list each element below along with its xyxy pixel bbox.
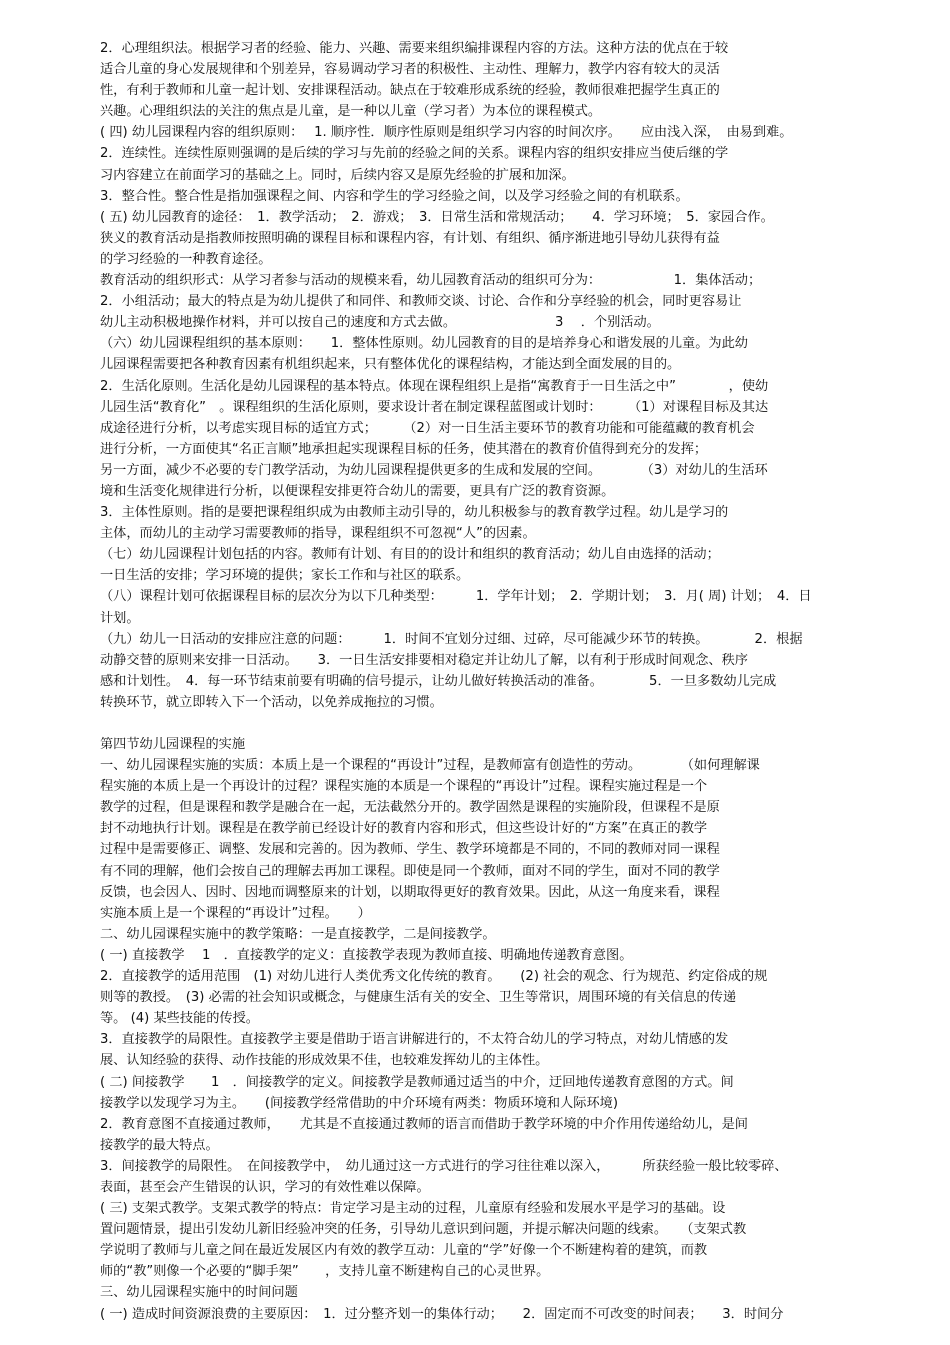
text-line: 置问题情景，提出引发幼儿新旧经验冲突的任务，引导幼儿意识到问题，并提示解决问题的线索。 （支架式教 [100, 1222, 747, 1238]
text-line: 3．主体性原则。指的是要把课程组织成为由教师主动引导的，幼儿积极参与的教育教学过程。幼儿是学习的 [100, 505, 729, 521]
text-line: ( 五) 幼儿园教育的途径： 1．教学活动； 2．游戏； 3．日常生活和常规活动； 4．学习环境； 5．家园合作。 [100, 209, 774, 225]
text-line: 反馈，也会因人、因时、因地而调整原来的计划，以期取得更好的教育效果。因此，从这一角度来看，课程 [100, 884, 720, 900]
text-line: 3．整合性。整合性是指加强课程之间、内容和学生的学习经验之间，以及学习经验之间的有机联系。 [100, 188, 689, 204]
text-line: 封不动地执行计划。课程是在教学前已经设计好的教育内容和形式，但这些设计好的“方案”在真正的教学 [100, 821, 708, 837]
text-line: 程实施的本质上是一个再设计的过程？课程实施的本质是一个课程的“再设计”过程。课程实施过程是一个 [100, 779, 708, 795]
text-line: 的学习经验的一种教育途径。 [100, 251, 272, 267]
text-line: 3．间接教学的局限性。 在间接教学中， 幼儿通过这一方式进行的学习往往难以深入， 所获经验一般比较零碎、 [100, 1158, 788, 1174]
text-line: ( 三) 支架式教学。支架式教学的特点：肯定学习是主动的过程，儿童原有经验和发展水平是学习的基础。设 [100, 1201, 726, 1217]
text-line: ( 一) 造成时间资源浪费的主要原因： 1．过分整齐划一的集体行动； 2．固定而不可改变的时间表； 3．时间分 [100, 1306, 784, 1322]
text-line: 感和计划性。 4．每一环节结束前要有明确的信号提示，让幼儿做好转换活动的准备。 5．一旦多数幼儿完成 [100, 673, 777, 689]
text-line: （八）课程计划可依据课程目标的层次分为以下几种类型： 1．学年计划； 2．学期计划； 3．月( 周) 计划； 4．日 [100, 589, 812, 605]
text-line: 兴趣。心理组织法的关注的焦点是儿童，是一种以儿童（学习者）为本位的课程模式。 [100, 104, 602, 120]
text-line: 2．生活化原则。生活化是幼儿园课程的基本特点。体现在课程组织上是指“寓教育于一日生活之中” ，使幼 [100, 378, 769, 394]
text-line: 2．教育意图不直接通过教师， 尤其是不直接通过教师的语言而借助于教学环境的中介作用传递给幼儿，是间 [100, 1116, 748, 1132]
blank-line [100, 713, 900, 734]
text-line: ( 一) 直接教学 1 ．直接教学的定义：直接教学表现为教师直接、明确地传递教育意图。 [100, 947, 633, 963]
text-line: 有不同的理解，他们会按自己的理解去再加工课程。即使是同一个教师，面对不同的学生，面对不同的教学 [100, 863, 720, 879]
text-line: 主体，而幼儿的主动学习需要教师的指导，课程组织不可忽视“人”的因素。 [100, 526, 536, 542]
document-page [100, 38, 900, 1325]
text-line: ( 二) 间接教学 1 ．间接教学的定义。间接教学是教师通过适当的中介，迂回地传递教育意图的方式。间 [100, 1074, 734, 1090]
text-line: 接教学的最大特点。 [100, 1137, 219, 1153]
text-line: 一日生活的安排；学习环境的提供；家长工作和与社区的联系。 [100, 568, 470, 584]
text-line: 则等的教授。 (3) 必需的社会知识或概念，与健康生活有关的安全、卫生等常识，周围环境的有关信息的传递 [100, 990, 737, 1006]
text-line: 适合儿童的身心发展规律和个别差异，容易调动学习者的积极性、主动性、理解力，教学内容有较大的灵活 [100, 62, 720, 78]
text-line: 2．连续性。连续性原则强调的是后续的学习与先前的经验之间的关系。课程内容的组织安排应当使后继的学 [100, 146, 729, 162]
text-line: 进行分析，一方面使其“名正言顺”地承担起实现课程目标的任务，使其潜在的教育价值得到充分的发挥； [100, 441, 708, 457]
text-line: 成途径进行分析，以考虑实现目标的适宜方式； （2）对一日生活主要环节的教育功能和可能蕴藏的教育机会 [100, 420, 755, 436]
text-line: 三、幼儿园课程实施中的时间问题 [100, 1285, 298, 1301]
text-line: 等。 (4) 某些技能的传授。 [100, 1011, 259, 1027]
text-line: 儿园课程需要把各种教育因素有机组织起来，只有整体优化的课程结构，才能达到全面发展的目的。 [100, 357, 681, 373]
text-line: 习内容建立在前面学习的基础之上。同时，后续内容又是原先经验的扩展和加深。 [100, 167, 575, 183]
text-line: （七）幼儿园课程计划包括的内容。教师有计划、有目的的设计和组织的教育活动；幼儿自由选择的活动； [100, 547, 720, 563]
text-line: 2．直接教学的适用范围 (1) 对幼儿进行人类优秀文化传统的教育。 (2) 社会的观念、行为规范、约定俗成的规 [100, 969, 768, 985]
text-line: 第四节幼儿园课程的实施 [100, 737, 246, 752]
text-line: 教育活动的组织形式：从学习者参与活动的规模来看，幼儿园教育活动的组织可分为： 1．集体活动； [100, 273, 762, 289]
text-line: 计划。 [100, 610, 140, 626]
text-line: 2．小组活动；最大的特点是为幼儿提供了和同伴、和教师交谈、讨论、合作和分享经验的机会，同时更容易让 [100, 294, 742, 310]
text-line: 一、幼儿园课程实施的实质：本质上是一个课程的“再设计”过程，是教师富有创造性的劳动。 （如何理解课 [100, 758, 760, 774]
text-line: 境和生活变化规律进行分析，以便课程安排更符合幼儿的需要，更具有广泛的教育资源。 [100, 483, 615, 499]
text-line: 3．直接教学的局限性。直接教学主要是借助于语言讲解进行的，不太符合幼儿的学习特点，对幼儿情感的发 [100, 1032, 729, 1048]
text-line: 二、幼儿园课程实施中的教学策略：一是直接教学，二是间接教学。 [100, 926, 496, 942]
text-line: 儿园生活“教育化” 。课程组织的生活化原则，要求设计者在制定课程蓝图或计划时： （1）对课程目标及其达 [100, 399, 769, 415]
text-line: 狭义的教育活动是指教师按照明确的课程目标和课程内容，有计划、有组织、循序渐进地引导幼儿获得有益 [100, 230, 720, 246]
text-line: 接教学以发现学习为主。 (间接教学经常借助的中介环境有两类：物质环境和人际环境) [100, 1095, 618, 1111]
text-line: 学说明了教师与儿童之间在最近发展区内有效的教学互动：儿童的“学”好像一个不断建构着的建筑，而教 [100, 1243, 708, 1259]
text-line: 另一方面，减少不必要的专门教学活动，为幼儿园课程提供更多的生成和发展的空间。 （3）对幼儿的生活环 [100, 462, 768, 478]
text-line: 表面，甚至会产生错误的认识，学习的有效性难以保障。 [100, 1179, 430, 1195]
text-line: 实施本质上是一个课程的“再设计”过程。 ） [100, 905, 371, 921]
text-line: 过程中是需要修正、调整、发展和完善的。因为教师、学生、教学环境都是不同的，不同的教师对同一课程 [100, 842, 720, 858]
text-line: 教学的过程，但是课程和教学是融合在一起，无法截然分开的。教学固然是课程的实施阶段，但课程不是原 [100, 800, 720, 816]
text-line: 幼儿主动积极地操作材料，并可以按自己的速度和方式去做。 3 ．个别活动。 [100, 315, 660, 331]
text-line: 性，有利于教师和儿童一起计划、安排课程活动。缺点在于较难形成系统的经验，教师很难把握学生真正的 [100, 83, 720, 99]
text-line: 展、认知经验的获得、动作技能的形成效果不佳，也较难发挥幼儿的主体性。 [100, 1053, 549, 1069]
text-line: 师的“教”则像一个必要的“脚手架” ，支持儿童不断建构自己的心灵世界。 [100, 1264, 550, 1280]
text-line: 转换环节，就立即转入下一个活动，以免养成拖拉的习惯。 [100, 694, 443, 710]
text-line: ( 四) 幼儿园课程内容的组织原则： 1. 顺序性．顺序性原则是组织学习内容的时间次序。 应由浅入深， 由易到难。 [100, 125, 793, 141]
text-line: （九）幼儿一日活动的安排应注意的问题： 1．时间不宜划分过细、过碎，尽可能减少环节的转换。 2．根据 [100, 631, 803, 647]
text-line: 2．心理组织法。根据学习者的经验、能力、兴趣、需要来组织编排课程内容的方法。这种方法的优点在于较 [100, 41, 729, 56]
text-line: （六）幼儿园课程组织的基本原则： 1．整体性原则。幼儿园教育的目的是培养身心和谐发展的儿童。为此幼 [100, 336, 748, 352]
text-line: 动静交替的原则来安排一日活动。 3．一日生活安排要相对稳定并让幼儿了解，以有利于形成时间观念、秩序 [100, 652, 748, 668]
